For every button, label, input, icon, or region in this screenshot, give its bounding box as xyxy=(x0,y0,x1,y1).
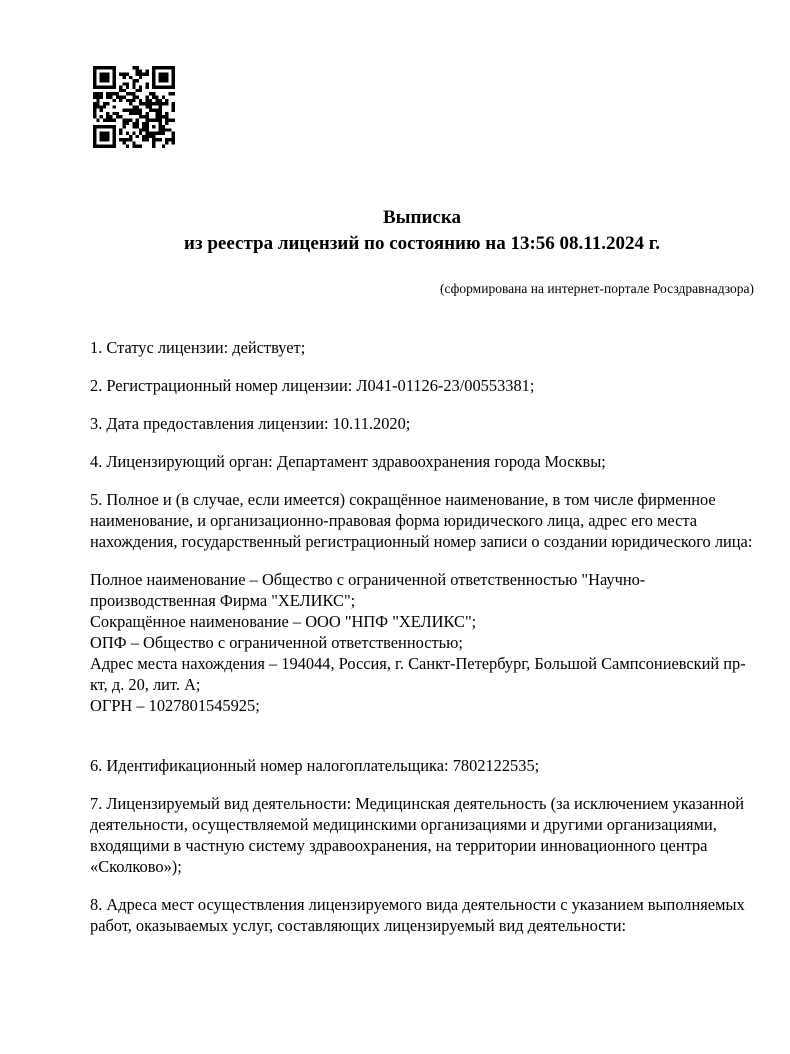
document-title xyxy=(90,205,754,256)
paragraph-name-section-heading: 5. Полное и (в случае, если имеется) сокращённое наименование, в том числе фирменное наименование, и организационно-правовая форма юридического лица, адрес его места нахождения, государственный регистрационный номер записи о создании юридического лица: xyxy=(90,489,753,551)
org-address: Адрес места нахождения – 194044, Россия, г. Санкт-Петербург, Большой Сампсониевский пр-кт, д. 20, лит. А; xyxy=(90,653,746,694)
title-line-2: из реестра лицензий по состоянию на 13:56 08.11.2024 г. xyxy=(184,232,660,254)
paragraph-licensed-activity: 7. Лицензируемый вид деятельности: Медицинская деятельность (за исключением указанной деятельности, осуществляемой медицинскими организациями и другими организациями, входящими в частную систему здравоохранения, на территории инновационного центра «Сколково»); xyxy=(90,793,744,876)
org-legal-form: ОПФ – Общество с ограниченной ответственностью; xyxy=(90,632,463,652)
org-full-name: Полное наименование – Общество с ограниченной ответственностью "Научно-производственная Фирма "ХЕЛИКС"; xyxy=(90,569,646,610)
paragraph-license-status: 1. Статус лицензии: действует; xyxy=(90,337,306,357)
organization-details xyxy=(90,569,754,716)
document-subtitle: (сформирована на интернет-портале Росздравнадзора) xyxy=(439,281,754,297)
title-line-1: Выписка xyxy=(383,207,461,228)
org-short-name: Сокращённое наименование – ООО "НПФ "ХЕЛИКС"; xyxy=(90,611,477,631)
paragraph-grant-date: 3. Дата предоставления лицензии: 10.11.2020; xyxy=(90,413,411,433)
paragraph-licensing-authority: 4. Лицензирующий орган: Департамент здравоохранения города Москвы; xyxy=(90,451,606,471)
paragraph-activity-addresses-heading: 8. Адреса мест осуществления лицензируемого вида деятельности с указанием выполняемых работ, оказываемых услуг, составляющих лицензируемый вид деятельности: xyxy=(90,894,745,935)
paragraph-registration-number: 2. Регистрационный номер лицензии: Л041-01126-23/00553381; xyxy=(90,375,535,395)
document-content xyxy=(90,205,754,936)
qr-code-icon xyxy=(93,66,175,148)
org-ogrn: ОГРН – 1027801545925; xyxy=(90,695,260,715)
paragraph-inn: 6. Идентификационный номер налогоплательщика: 7802122535; xyxy=(90,755,540,775)
